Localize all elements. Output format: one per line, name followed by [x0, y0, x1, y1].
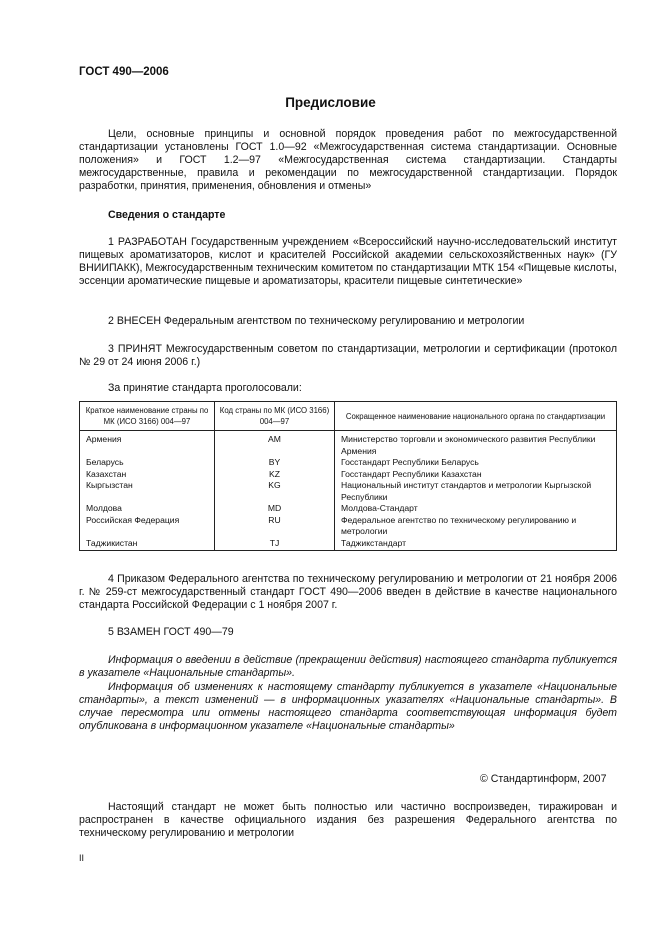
body-cell: Министерство торговли и экономического развития Республики Армения — [335, 431, 617, 458]
table-row — [80, 503, 617, 515]
code-cell: KG — [215, 480, 335, 503]
document-header: ГОСТ 490—2006 — [79, 66, 169, 78]
item-2-introduced: 2 ВНЕСЕН Федеральным агентством по техническому регулированию и метрологии — [108, 315, 525, 327]
table-row — [80, 538, 617, 551]
page-number: II — [79, 853, 85, 863]
body-cell: Молдова-Стандарт — [335, 503, 617, 515]
table-row — [80, 431, 617, 458]
voting-states-table — [79, 401, 617, 551]
body-cell: Госстандарт Республики Казахстан — [335, 469, 617, 481]
rights-paragraph: Настоящий стандарт не может быть полностью или частично воспроизведен, тиражирован и распространен в качестве официального издания без разрешения Федерального агентства по техническому регулированию и метрологии — [79, 801, 617, 839]
body-cell: Таджикстандарт — [335, 538, 617, 551]
country-cell: Казахстан — [80, 469, 215, 481]
body-cell: Федеральное агентство по техническому регулированию и метрологии — [335, 515, 617, 538]
about-heading: Сведения о стандарте — [108, 209, 226, 221]
country-cell: Беларусь — [80, 457, 215, 469]
country-cell: Молдова — [80, 503, 215, 515]
item-5-replaces: 5 ВЗАМЕН ГОСТ 490—79 — [108, 626, 234, 638]
table-row — [80, 457, 617, 469]
table-row — [80, 469, 617, 481]
country-cell: Российская Федерация — [80, 515, 215, 538]
info-changes-notice: Информация об изменениях к настоящему стандарту публикуется в указателе «Национальные стандарты», а текст изменений — в информационных указателях «Национальные стандарты». В случае пересмотра или отмены настоящего стандарта соответствующая информация будет опубликована в информационном указателе «Национальные стандарты» — [79, 681, 617, 732]
info-publication-notice: Информация о введении в действие (прекращении действия) настоящего стандарта публикуется в указателе «Национальные стандарты». — [79, 654, 617, 679]
code-cell: AM — [215, 431, 335, 458]
table-row — [80, 480, 617, 503]
country-cell: Таджикистан — [80, 538, 215, 551]
code-cell: TJ — [215, 538, 335, 551]
code-cell: RU — [215, 515, 335, 538]
col-header-country: Краткое наименование страны по МК (ИСО 3166) 004—97 — [80, 402, 215, 431]
country-cell: Армения — [80, 431, 215, 458]
body-cell: Национальный институт стандартов и метрологии Кыргызской Республики — [335, 480, 617, 503]
country-cell: Кыргызстан — [80, 480, 215, 503]
table-row — [80, 515, 617, 538]
item-4-enacted: 4 Приказом Федерального агентства по техническому регулированию и метрологии от 21 ноября 2006 г. № 259-ст межгосударственный стандарт ГОСТ 490—2006 введен в действие в качестве национального стандарта Российской Федерации с 1 ноября 2007 г. — [79, 573, 617, 611]
item-3-adopted: 3 ПРИНЯТ Межгосударственным советом по стандартизации, метрологии и сертификации (протокол № 29 от 24 июня 2006 г.) — [79, 343, 617, 368]
code-cell: MD — [215, 503, 335, 515]
code-cell: KZ — [215, 469, 335, 481]
copyright-line: © Стандартинформ, 2007 — [480, 773, 607, 785]
item-1-developed: 1 РАЗРАБОТАН Государственным учреждением «Всероссийский научно-исследовательский институт пищевых ароматизаторов, кислот и красителей Российской академии сельскохозяйственных наук» (ГУ ВНИИПАКК), Межгосударственным техническим комитетом по стандартизации МТК 154 «Пищевые кислоты, эссенции ароматические пищевые и ароматизаторы, красители пищевые синтетические» — [79, 236, 617, 287]
intro-paragraph: Цели, основные принципы и основной порядок проведения работ по межгосударственной стандартизации установлены ГОСТ 1.0—92 «Межгосударственная система стандартизации. Основные положения» и ГОСТ 1.2—97 «Межгосударственная система стандартизации. Стандарты межгосударственные, правила и рекомендации по межгосударственной стандартизации. Порядок разработки, принятия, применения, обновления и отмены» — [79, 128, 617, 192]
col-header-code: Код страны по МК (ИСО 3166) 004—97 — [215, 402, 335, 431]
table-header-row — [80, 402, 617, 431]
votes-label: За принятие стандарта проголосовали: — [108, 382, 302, 394]
page-title: Предисловие — [285, 95, 376, 110]
code-cell: BY — [215, 457, 335, 469]
col-header-body: Сокращенное наименование национального органа по стандартизации — [335, 402, 617, 431]
body-cell: Госстандарт Республики Беларусь — [335, 457, 617, 469]
